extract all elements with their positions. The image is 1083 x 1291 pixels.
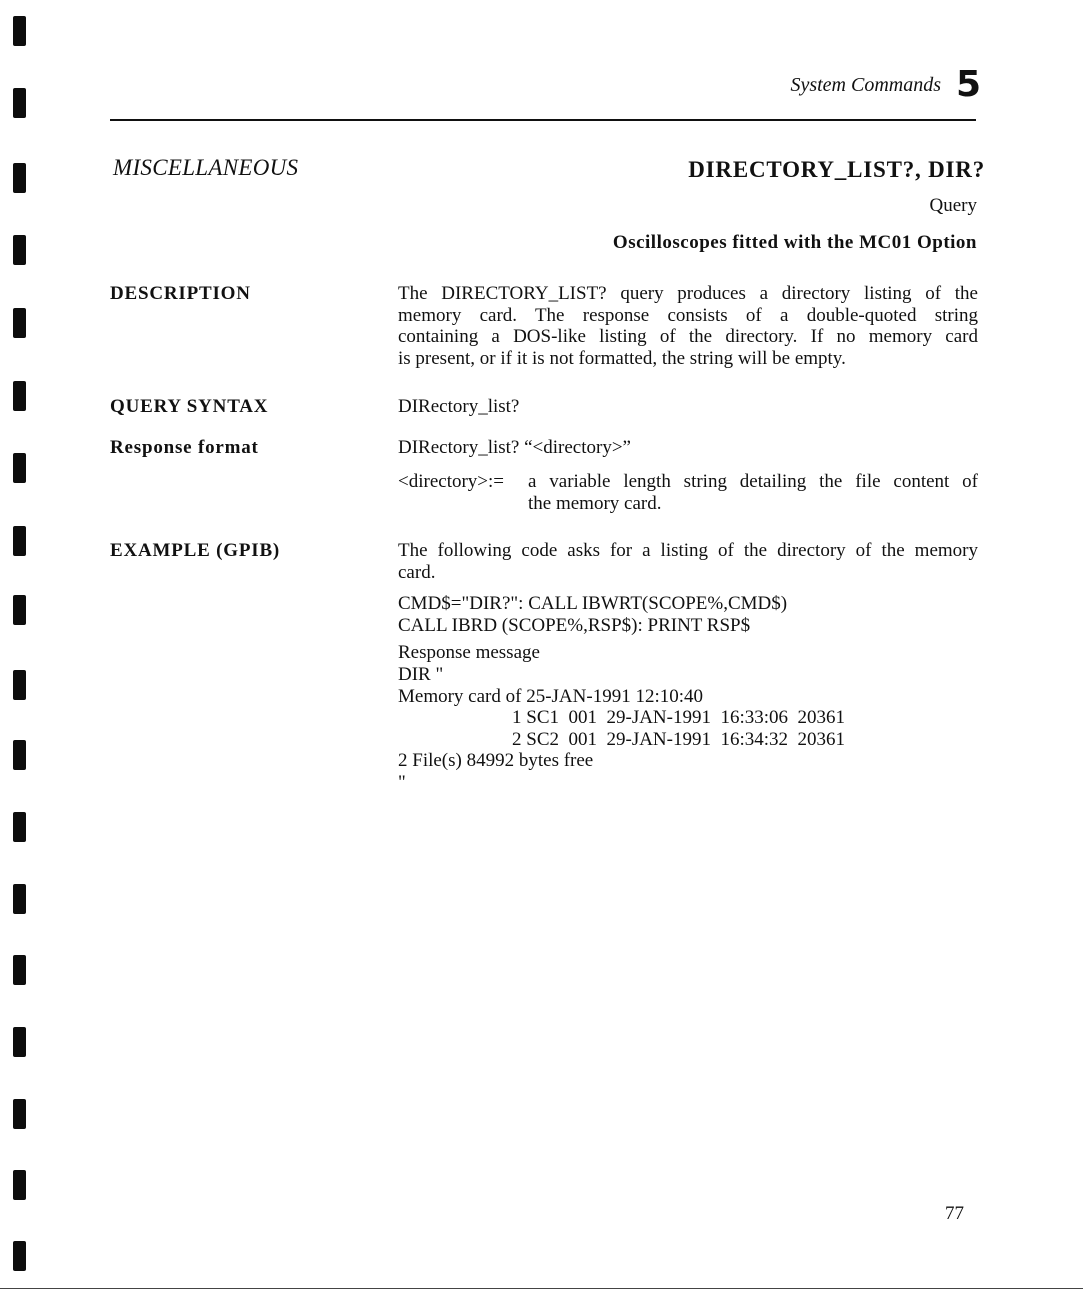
binder-hole bbox=[13, 670, 26, 700]
page-number: 77 bbox=[945, 1203, 964, 1224]
example-intro bbox=[398, 540, 978, 583]
response-line: " bbox=[398, 771, 406, 793]
code-line: CALL IBRD (SCOPE%,RSP$): PRINT RSP$ bbox=[398, 614, 751, 636]
binder-hole bbox=[13, 163, 26, 193]
binder-hole bbox=[13, 1027, 26, 1057]
definition-line: the memory card. bbox=[528, 492, 662, 514]
query-syntax-text: DIRectory_list? bbox=[398, 396, 520, 417]
description-label: DESCRIPTION bbox=[110, 283, 251, 304]
response-line: 2 File(s) 84992 bytes free bbox=[398, 750, 594, 771]
binder-hole bbox=[13, 88, 26, 118]
binder-hole bbox=[13, 453, 26, 483]
section-heading: MISCELLANEOUS bbox=[113, 155, 299, 180]
binder-hole bbox=[13, 812, 26, 842]
binder-hole bbox=[13, 955, 26, 985]
query-syntax-label: QUERY SYNTAX bbox=[110, 396, 269, 417]
binder-hole bbox=[13, 381, 26, 411]
applicability-note: Oscilloscopes fitted with the MC01 Option bbox=[612, 232, 977, 253]
response-message-label: Response message bbox=[398, 642, 540, 663]
binder-hole bbox=[13, 16, 26, 46]
response-line: DIR " bbox=[398, 664, 444, 685]
directory-definition bbox=[528, 471, 978, 514]
description-line: memory card. The response consists of a double-quoted string bbox=[398, 304, 978, 326]
binder-hole bbox=[13, 526, 26, 556]
response-format-label: Response format bbox=[110, 437, 259, 458]
bottom-edge bbox=[0, 1288, 1083, 1289]
binder-hole bbox=[13, 1170, 26, 1200]
description-line: The DIRECTORY_LIST? query produces a directory listing of the bbox=[398, 283, 978, 304]
description-line: is present, or if it is not formatted, the string will be empty. bbox=[398, 347, 846, 369]
command-type: Query bbox=[929, 195, 977, 216]
example-intro-line: The following code asks for a listing of the directory of the memory bbox=[398, 540, 978, 561]
binder-hole bbox=[13, 595, 26, 625]
chapter-number: 5 bbox=[956, 64, 982, 105]
binder-hole bbox=[13, 884, 26, 914]
command-title: DIRECTORY_LIST?, DIR? bbox=[688, 157, 985, 182]
running-title: System Commands bbox=[790, 74, 941, 96]
binder-hole bbox=[13, 308, 26, 338]
binder-hole bbox=[13, 740, 26, 770]
response-format-text: DIRectory_list? “<directory>” bbox=[398, 437, 631, 458]
example-label: EXAMPLE (GPIB) bbox=[110, 540, 281, 561]
description-line: containing a DOS-like listing of the directory. If no memory card bbox=[398, 326, 978, 347]
response-message bbox=[398, 664, 845, 793]
binder-hole bbox=[13, 1241, 26, 1271]
binder-hole bbox=[13, 1099, 26, 1129]
description-text bbox=[398, 283, 978, 369]
response-line: Memory card of 25-JAN-1991 12:10:40 bbox=[398, 685, 704, 707]
binder-hole bbox=[13, 235, 26, 265]
header-rule bbox=[110, 119, 976, 121]
directory-term: <directory>:= bbox=[398, 471, 505, 492]
definition-line: a variable length string detailing the file content of bbox=[528, 471, 978, 492]
response-line: 1 SC1 001 29-JAN-1991 16:33:06 20361 bbox=[512, 707, 846, 728]
code-line: CMD$="DIR?": CALL IBWRT(SCOPE%,CMD$) bbox=[398, 593, 788, 614]
example-code bbox=[398, 593, 787, 636]
example-intro-line: card. bbox=[398, 561, 436, 583]
response-line: 2 SC2 001 29-JAN-1991 16:34:32 20361 bbox=[512, 728, 846, 750]
